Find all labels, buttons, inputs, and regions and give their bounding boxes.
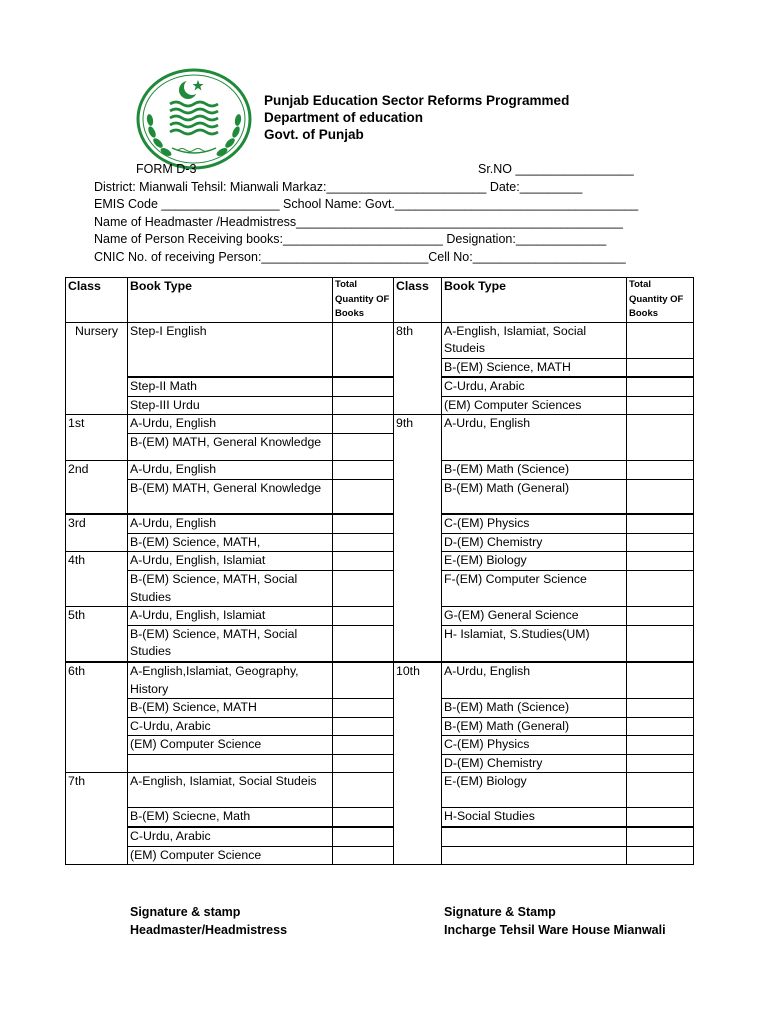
book-row: A-Urdu, English — [128, 415, 333, 434]
serial-number-field[interactable]: Sr.NO _________________ — [478, 162, 634, 176]
book-row: A-Urdu, English, Islamiat — [128, 607, 333, 626]
signature-right-role: Incharge Tehsil Ware House Mianwali — [444, 923, 666, 937]
book-row: B-(EM) Science, MATH, — [128, 533, 333, 552]
quantity-cell[interactable] — [333, 773, 394, 808]
signature-left-title: Signature & stamp — [130, 905, 241, 919]
book-row: C-(EM) Physics — [442, 736, 627, 755]
quantity-cell[interactable] — [627, 322, 694, 358]
class-10th: 10th — [394, 662, 442, 865]
district-tehsil-date-field[interactable]: District: Mianwali Tehsil: Mianwali Markaz:_______________________ Date:_________ — [94, 180, 583, 194]
book-row: (EM) Computer Sciences — [442, 396, 627, 415]
class-2nd: 2nd — [66, 461, 128, 515]
book-row: D-(EM) Chemistry — [442, 533, 627, 552]
header-class-left: Class — [66, 278, 128, 323]
class-4th: 4th — [66, 552, 128, 607]
quantity-cell[interactable] — [333, 434, 394, 461]
header-line-1: Punjab Education Sector Reforms Programmed — [264, 93, 570, 108]
quantity-cell[interactable] — [333, 479, 394, 514]
headmaster-name-field[interactable]: Name of Headmaster /Headmistress_______________________________________________ — [94, 215, 623, 229]
quantity-cell[interactable] — [627, 479, 694, 514]
quantity-cell[interactable] — [627, 773, 694, 808]
quantity-cell[interactable] — [333, 322, 394, 377]
header-book-type-right: Book Type — [442, 278, 627, 323]
book-row: A-Urdu, English — [128, 461, 333, 480]
book-row — [442, 846, 627, 865]
cnic-cell-field[interactable]: CNIC No. of receiving Person:________________________Cell No:______________________ — [94, 250, 626, 264]
book-row: B-(EM) MATH, General Knowledge — [128, 434, 333, 461]
receiver-designation-field[interactable]: Name of Person Receiving books:_______________________ Designation:_____________ — [94, 232, 607, 246]
quantity-cell[interactable] — [627, 827, 694, 846]
book-row: B-(EM) Math (Science) — [442, 461, 627, 480]
quantity-cell[interactable] — [333, 736, 394, 755]
book-row: B-(EM) Science, MATH, Social Studies — [128, 570, 333, 606]
book-row: C-Urdu, Arabic — [442, 377, 627, 396]
punjab-govt-logo — [136, 68, 252, 170]
class-8th: 8th — [394, 322, 442, 415]
quantity-cell[interactable] — [333, 662, 394, 699]
quantity-cell[interactable] — [627, 808, 694, 827]
quantity-cell[interactable] — [627, 358, 694, 377]
book-row — [128, 754, 333, 773]
quantity-cell[interactable] — [627, 377, 694, 396]
quantity-cell[interactable] — [333, 533, 394, 552]
book-row: A-Urdu, English — [442, 662, 627, 699]
quantity-cell[interactable] — [333, 552, 394, 571]
quantity-cell[interactable] — [333, 827, 394, 846]
book-row: G-(EM) General Science — [442, 607, 627, 626]
quantity-cell[interactable] — [627, 396, 694, 415]
book-row — [442, 827, 627, 846]
quantity-cell[interactable] — [627, 552, 694, 571]
header-quantity-left: Total Quantity OF Books — [333, 278, 394, 323]
book-row: B-(EM) Math (General) — [442, 717, 627, 736]
quantity-cell[interactable] — [627, 754, 694, 773]
book-row: F-(EM) Computer Science — [442, 570, 627, 606]
book-row: A-Urdu, English — [442, 415, 627, 461]
header-line-2: Department of education — [264, 110, 424, 125]
quantity-cell[interactable] — [627, 846, 694, 865]
book-row: Step-III Urdu — [128, 396, 333, 415]
class-1st: 1st — [66, 415, 128, 461]
quantity-cell[interactable] — [627, 415, 694, 461]
class-9th: 9th — [394, 415, 442, 662]
book-row: A-English, Islamiat, Social Studeis — [442, 322, 627, 358]
quantity-cell[interactable] — [333, 396, 394, 415]
book-row: E-(EM) Biology — [442, 552, 627, 571]
book-row: B-(EM) Math (Science) — [442, 699, 627, 718]
quantity-cell[interactable] — [627, 570, 694, 606]
class-3rd: 3rd — [66, 514, 128, 552]
quantity-cell[interactable] — [333, 377, 394, 396]
book-row: B-(EM) Science, MATH — [442, 358, 627, 377]
form-number: FORM D-3 — [136, 162, 197, 176]
book-row: D-(EM) Chemistry — [442, 754, 627, 773]
signature-right-title: Signature & Stamp — [444, 905, 556, 919]
book-row: (EM) Computer Science — [128, 846, 333, 865]
quantity-cell[interactable] — [627, 662, 694, 699]
quantity-cell[interactable] — [627, 533, 694, 552]
book-row: (EM) Computer Science — [128, 736, 333, 755]
header-quantity-right: Total Quantity OF Books — [627, 278, 694, 323]
signature-left-role: Headmaster/Headmistress — [130, 923, 288, 937]
book-distribution-table — [65, 277, 694, 865]
header-line-3: Govt. of Punjab — [264, 127, 364, 142]
quantity-cell[interactable] — [333, 717, 394, 736]
book-row: B-(EM) MATH, General Knowledge — [128, 479, 333, 514]
book-row: B-(EM) Sciecne, Math — [128, 808, 333, 827]
quantity-cell[interactable] — [627, 699, 694, 718]
quantity-cell[interactable] — [333, 570, 394, 606]
quantity-cell[interactable] — [627, 625, 694, 662]
book-row: A-English,Islamiat, Geography, History — [128, 662, 333, 699]
quantity-cell[interactable] — [333, 607, 394, 626]
quantity-cell[interactable] — [333, 514, 394, 533]
book-row: B-(EM) Math (General) — [442, 479, 627, 514]
quantity-cell[interactable] — [627, 461, 694, 480]
book-row: H-Social Studies — [442, 808, 627, 827]
book-row: B-(EM) Science, MATH, Social Studies — [128, 625, 333, 662]
book-row: C-(EM) Physics — [442, 514, 627, 533]
book-row: C-Urdu, Arabic — [128, 717, 333, 736]
book-row: C-Urdu, Arabic — [128, 827, 333, 846]
class-5th: 5th — [66, 607, 128, 662]
class-6th: 6th — [66, 662, 128, 773]
quantity-cell[interactable] — [627, 736, 694, 755]
book-row: E-(EM) Biology — [442, 773, 627, 808]
quantity-cell[interactable] — [627, 607, 694, 626]
class-nursery: Nursery — [66, 322, 128, 415]
book-row: A-Urdu, English, Islamiat — [128, 552, 333, 571]
book-row: A-English, Islamiat, Social Studeis — [128, 773, 333, 808]
class-7th: 7th — [66, 773, 128, 865]
book-row: B-(EM) Science, MATH — [128, 699, 333, 718]
quantity-cell[interactable] — [333, 846, 394, 865]
book-row: H- Islamiat, S.Studies(UM) — [442, 625, 627, 662]
book-row: A-Urdu, English — [128, 514, 333, 533]
emis-school-field[interactable]: EMIS Code _________________ School Name: Govt.___________________________________ — [94, 197, 639, 211]
quantity-cell[interactable] — [627, 717, 694, 736]
quantity-cell[interactable] — [333, 461, 394, 480]
quantity-cell[interactable] — [627, 514, 694, 533]
quantity-cell[interactable] — [333, 699, 394, 718]
book-row: Step-I English — [128, 322, 333, 377]
quantity-cell[interactable] — [333, 808, 394, 827]
quantity-cell[interactable] — [333, 625, 394, 662]
quantity-cell[interactable] — [333, 754, 394, 773]
book-row: Step-II Math — [128, 377, 333, 396]
header-class-right: Class — [394, 278, 442, 323]
header-book-type-left: Book Type — [128, 278, 333, 323]
quantity-cell[interactable] — [333, 415, 394, 434]
